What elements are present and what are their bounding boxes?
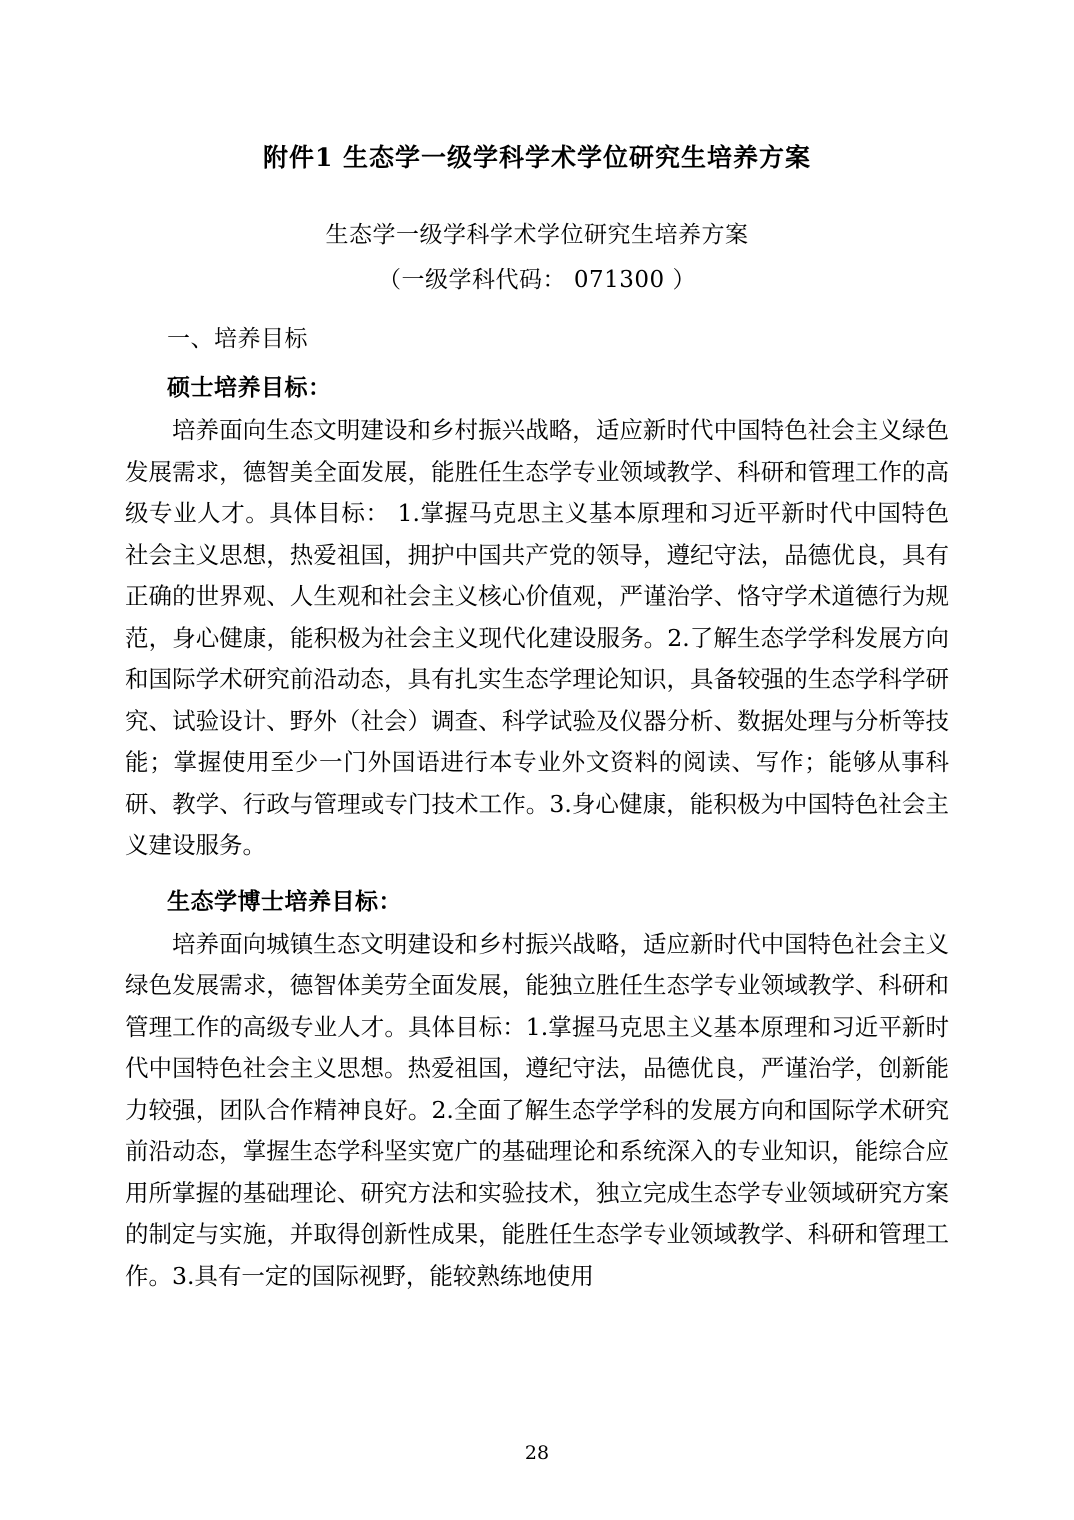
section-heading-training-objectives: 一、培养目标 [167,326,308,352]
paragraph-doctor-objectives: 培养面向城镇生态文明建设和乡村振兴战略，适应新时代中国特色社会主义绿色发展需求，德智体美劳全面发展，能独立胜任生态学专业领域教学、科研和管理工作的高级专业人才。具体目标：1.掌握马克思主义基本原理和习近平新时代中国特色社会主义思想。热爱祖国，遵纪守法，品德优良，严谨治学，创新能力较强，团队合作精神良好。2.全面了解生态学学科的发展方向和国际学术研究前沿动态，掌握生态学科坚实宽广的基础理论和系统深入的专业知识，能综合应用所掌握的基础理论、研究方法和实验技术，独立完成生态学专业领域研究方案的制定与实施，并取得创新性成果，能胜任生态学专业领域教学、科研和管理工作。3.具有一定的国际视野，能较熟练地使用 [125,929,949,1290]
document-subtitle-code: （一级学科代码： 071300 ） [378,267,696,293]
paragraph-master-objectives: 培养面向生态文明建设和乡村振兴战略，适应新时代中国特色社会主义绿色发展需求，德智美全面发展，能胜任生态学专业领域教学、科研和管理工作的高级专业人才。具体目标： 1.掌握马克思主义基本原理和习近平新时代中国特色社会主义思想，热爱祖国，拥护中国共产党的领导，遵纪守法，品德优良，具有正确的世界观、人生观和社会主义核心价值观，严谨治学、恪守学术道德行为规范，身心健康，能积极为社会主义现代化建设服务。2.了解生态学学科发展方向和国际学术研究前沿动态，具有扎实生态学理论知识，具备较强的生态学科学研究、试验设计、野外（社会）调查、科学试验及仪器分析、数据处理与分析等技能；掌握使用至少一门外国语进行本专业外文资料的阅读、写作；能够从事科研、教学、行政与管理或专门技术工作。3.身心健康，能积极为中国特色社会主义建设服务。 [125,416,949,859]
subsection-heading-master-objectives: 硕士培养目标： [167,374,332,401]
subsection-heading-doctor-objectives: 生态学博士培养目标： [167,887,402,915]
page-title: 附件1 生态学一级学科学术学位研究生培养方案 [262,143,812,172]
page-number: 28 [524,1442,550,1464]
document-subtitle-primary: 生态学一级学科学术学位研究生培养方案 [325,222,749,248]
